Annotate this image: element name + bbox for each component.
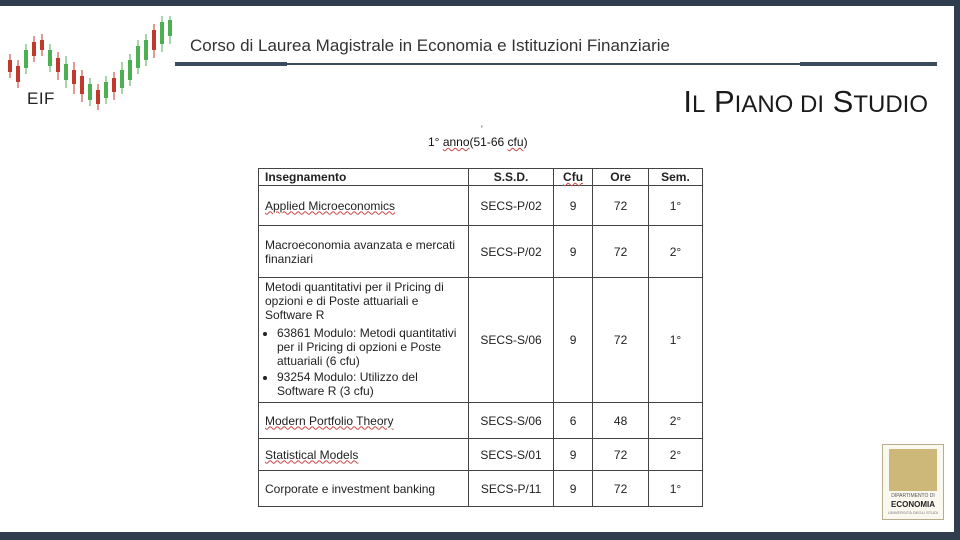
slide-title-part: L [692,91,706,118]
cfu-cell: 9 [553,471,592,507]
module-item: • 93254 Modulo: Utilizzo del Software R (3 cfu) [277,370,462,398]
cfu-header-label: Cfu [563,170,584,184]
course-name-cell [259,439,469,471]
sem-cell: 1° [648,186,702,226]
ore-cell: 72 [593,278,649,403]
ssd-cell: SECS-S/06 [469,278,554,403]
course-name-cell [259,403,469,439]
course-name: Metodi quantitativi per il Pricing di opzioni e di Poste attuariali e Software R [265,280,444,322]
ssd-cell: SECS-S/01 [469,439,554,471]
logo-line-3: UNIVERSITÀ DEGLI STUDI [887,510,939,515]
course-name: Statistical Models [265,447,359,462]
year-suffix: ) [523,135,528,149]
slide-title-part: TUDIO [853,91,928,118]
slide-title-part: S [832,84,854,119]
building-illustration-icon [889,449,937,491]
year-unit: cfu [507,135,524,149]
stray-mark: ' [481,124,483,134]
slide-right-border [954,0,960,540]
sem-cell: 2° [648,403,702,439]
cfu-cell: 9 [553,186,592,226]
table-row [259,439,703,471]
year-heading [428,135,528,149]
ore-cell: 72 [593,186,649,226]
course-title: Corso di Laurea Magistrale in Economia e Istituzioni Finanziarie [190,36,671,55]
logo-line-1: DIPARTIMENTO DI [891,493,935,499]
table-row [259,471,703,507]
slide-title-part: I [683,84,692,119]
cfu-cell: 9 [553,278,592,403]
cfu-cell: 9 [553,226,592,278]
year-prefix: 1° [428,135,443,149]
course-name: Applied Microeconomics [265,198,396,213]
economia-department-logo [882,444,944,520]
sem-cell: 1° [648,471,702,507]
column-header-cfu [553,169,592,186]
ssd-cell: SECS-P/02 [469,186,554,226]
header-divider-left-accent [175,62,287,66]
course-name-cell [259,186,469,226]
table-header-row [259,169,703,186]
course-name: Modern Portfolio Theory [265,413,394,428]
module-item: • 63861 Modulo: Metodi quantitativi per il Pricing di opzioni e Poste attuariali (6 cfu) [277,326,462,368]
cfu-cell: 9 [553,439,592,471]
table-row [259,226,703,278]
ore-cell: 72 [593,439,649,471]
sem-cell: 2° [648,226,702,278]
slide-title-part: P [713,84,735,119]
ssd-cell: SECS-S/06 [469,403,554,439]
ore-cell: 72 [593,226,649,278]
ore-cell: 72 [593,471,649,507]
table-row [259,186,703,226]
slide-top-border [0,0,960,6]
column-header-ssd: S.S.D. [469,169,554,186]
column-header-sem: Sem. [648,169,702,186]
column-header-ore: Ore [593,169,649,186]
sem-cell: 2° [648,439,702,471]
ssd-cell: SECS-P/11 [469,471,554,507]
study-plan-table [258,168,703,507]
sem-cell: 1° [648,278,702,403]
ore-cell: 48 [593,403,649,439]
slide-title-part: IANO DI [734,91,825,118]
year-range: (51-66 [469,135,508,149]
cfu-cell: 6 [553,403,592,439]
table-row [259,278,703,403]
slide-title [683,84,928,120]
module-list [265,326,462,398]
slide-bottom-border [0,532,960,540]
header-divider-right-accent [800,62,937,66]
column-header-insegnamento: Insegnamento [259,169,469,186]
logo-line-2: ECONOMIA [891,500,935,509]
ssd-cell: SECS-P/02 [469,226,554,278]
table-row [259,403,703,439]
eif-logo-text: EIF [27,89,55,108]
course-name-cell: Corporate e investment banking [259,471,469,507]
course-name-cell: Macroeconomia avanzata e mercati finanziari [259,226,469,278]
course-name-cell [259,278,469,403]
year-word: anno [442,135,470,149]
